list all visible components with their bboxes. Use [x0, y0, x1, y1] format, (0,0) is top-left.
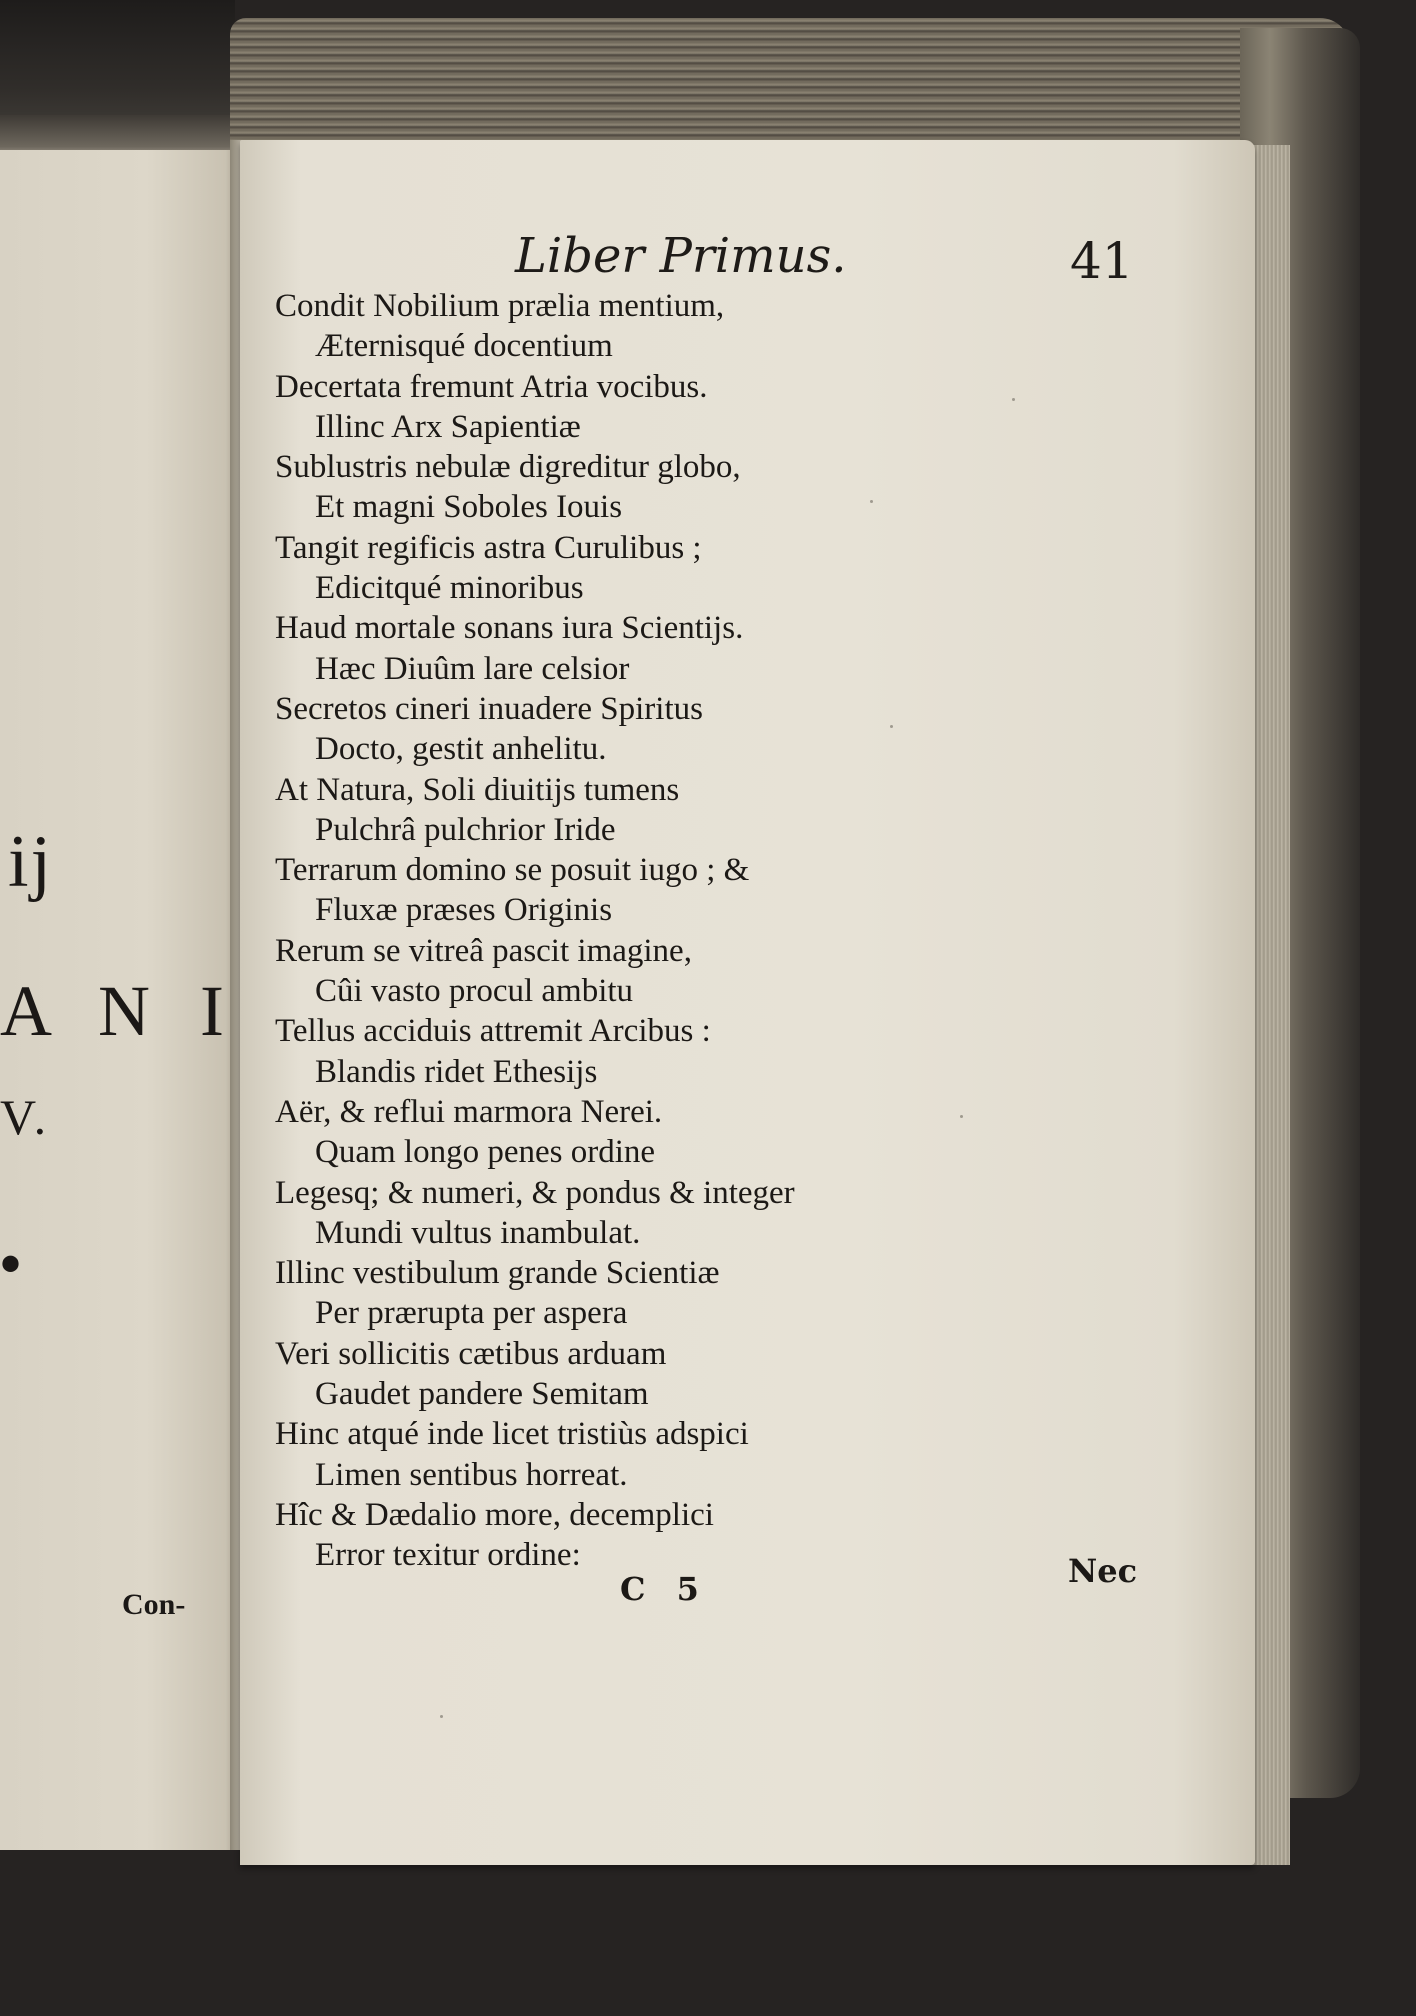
left-page-fragment: V.: [0, 1089, 51, 1145]
poem-line: Rerum se vitreâ pascit imagine,: [275, 932, 692, 969]
poem-line: Fluxæ præses Originis: [315, 892, 613, 929]
paper-speck: [440, 1715, 443, 1718]
poem-line: Mundi vultus inambulat.: [315, 1214, 641, 1251]
poem-line: Condit Nobilium prælia mentium,: [275, 288, 725, 324]
poem-line: Tellus acciduis attremit Arcibus :: [275, 1013, 711, 1050]
poem-line: Quam longo penes ordine: [315, 1134, 656, 1171]
paper-speck: [890, 725, 893, 728]
poem-line: Per prærupta per aspera: [315, 1295, 628, 1332]
left-page-fragment: •: [0, 1231, 22, 1297]
page-block-top-edges: [230, 18, 1350, 153]
poem-line: Aër, & reflui marmora Nerei.: [275, 1093, 663, 1130]
page-fore-edge: [1250, 145, 1290, 1865]
page-number: 41: [1070, 232, 1134, 290]
poem-line: Haud mortale sonans iura Scientijs.: [275, 610, 744, 647]
paper-speck: [870, 500, 873, 503]
poem-line: Hæc Diuûm lare celsior: [315, 650, 630, 687]
poem-line: Gaudet pandere Semitam: [315, 1376, 649, 1413]
poem-line: Hîc & Dædalio more, decemplici: [275, 1496, 714, 1533]
poem-line: Decertata fremunt Atria vocibus.: [275, 368, 708, 405]
poem-line: Edicitqué minoribus: [315, 570, 584, 607]
poem-line: Illinc Arx Sapientiæ: [315, 408, 581, 445]
poem-text: [275, 286, 995, 1576]
poem-line: Blandis ridet Ethesijs: [315, 1053, 598, 1090]
running-head: Liber Primus.: [515, 228, 847, 284]
catchword: Nec: [1068, 1552, 1138, 1590]
poem-line: Veri sollicitis cætibus arduam: [275, 1335, 667, 1372]
poem-line: Legesq; & numeri, & pondus & integer: [275, 1174, 795, 1211]
poem-line: Docto, gestit anhelitu.: [315, 731, 607, 768]
poem-line: Illinc vestibulum grande Scientiæ: [275, 1255, 720, 1292]
poem-line: Æternisqué docentium: [315, 328, 613, 365]
poem-line: At Natura, Soli diuitijs tumens: [275, 771, 680, 808]
left-page-catchword: Con-: [122, 1588, 186, 1621]
poem-line: Tangit regificis astra Curulibus ;: [275, 529, 702, 566]
poem-line: Cûi vasto procul ambitu: [315, 973, 634, 1010]
poem-line: Pulchrâ pulchrior Iride: [315, 811, 616, 848]
paper-speck: [1012, 398, 1015, 401]
left-page-fragment: ij: [8, 821, 54, 903]
poem-line: Terrarum domino se posuit iugo ; &: [275, 852, 750, 889]
poem-line: Et magni Soboles Iouis: [315, 489, 623, 526]
signature-mark: C 5: [620, 1570, 709, 1608]
poem-line: Limen sentibus horreat.: [315, 1456, 628, 1493]
poem-line: Secretos cineri inuadere Spiritus: [275, 690, 703, 727]
poem-line: Error texitur ordine:: [315, 1537, 581, 1574]
paper-speck: [960, 1115, 963, 1118]
poem-line: Sublustris nebulæ digreditur globo,: [275, 449, 741, 486]
left-page-fragment: A N I: [0, 971, 240, 1051]
poem-line: Hinc atqué inde licet tristiùs adspici: [275, 1416, 749, 1453]
